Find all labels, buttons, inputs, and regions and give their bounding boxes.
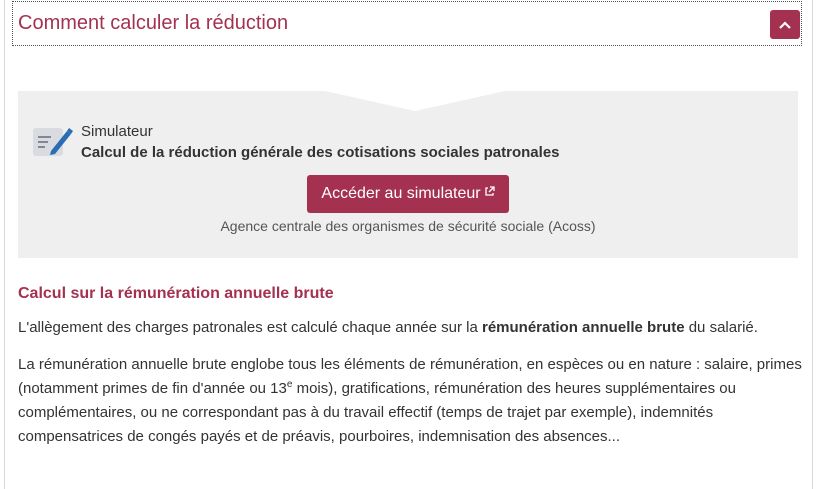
paragraph-remuneration bbox=[18, 353, 808, 449]
para2-text-start: La rémunération annuelle brute englobe tous les éléments de rémunération, en espèces ou en nature : salaire, primes (notamment primes de fin d'année ou 13 bbox=[18, 356, 802, 397]
accordion-header[interactable] bbox=[12, 1, 802, 46]
section-heading: Calcul sur la rémunération annuelle brute bbox=[18, 285, 334, 302]
pencil-document-icon bbox=[33, 124, 73, 158]
simulator-box bbox=[18, 91, 798, 258]
paragraph-allegement bbox=[18, 316, 808, 340]
simulator-source: Agence centrale des organismes de sécurité sociale (Acoss) bbox=[220, 218, 596, 234]
chevron-up-icon bbox=[778, 20, 792, 30]
para1-text-end: du salarié. bbox=[684, 319, 758, 336]
para1-bold: rémunération annuelle brute bbox=[482, 319, 685, 336]
simulator-title: Calcul de la réduction générale des cotisations sociales patronales bbox=[81, 144, 560, 161]
accordion-title: Comment calculer la réduction bbox=[18, 12, 289, 34]
open-simulator-label: Accéder au simulateur bbox=[321, 185, 481, 202]
collapse-button[interactable] bbox=[770, 10, 800, 39]
simulator-kicker: Simulateur bbox=[81, 123, 153, 140]
para2-superscript: e bbox=[286, 379, 293, 390]
box-notch bbox=[325, 91, 505, 111]
open-simulator-button[interactable] bbox=[307, 175, 509, 213]
para2-text-end: mois), gratifications, rémunération des heures supplémentaires ou complémentaires, ou ne correspondant pas à du travail effectif (temps de trajet par exemple), indemnités compensatrices de congés payés et de préavis, pourboires, indemnisation des absences... bbox=[18, 380, 736, 445]
external-link-icon bbox=[484, 186, 495, 197]
para1-text-start: L'allègement des charges patronales est calculé chaque année sur la bbox=[18, 319, 482, 336]
